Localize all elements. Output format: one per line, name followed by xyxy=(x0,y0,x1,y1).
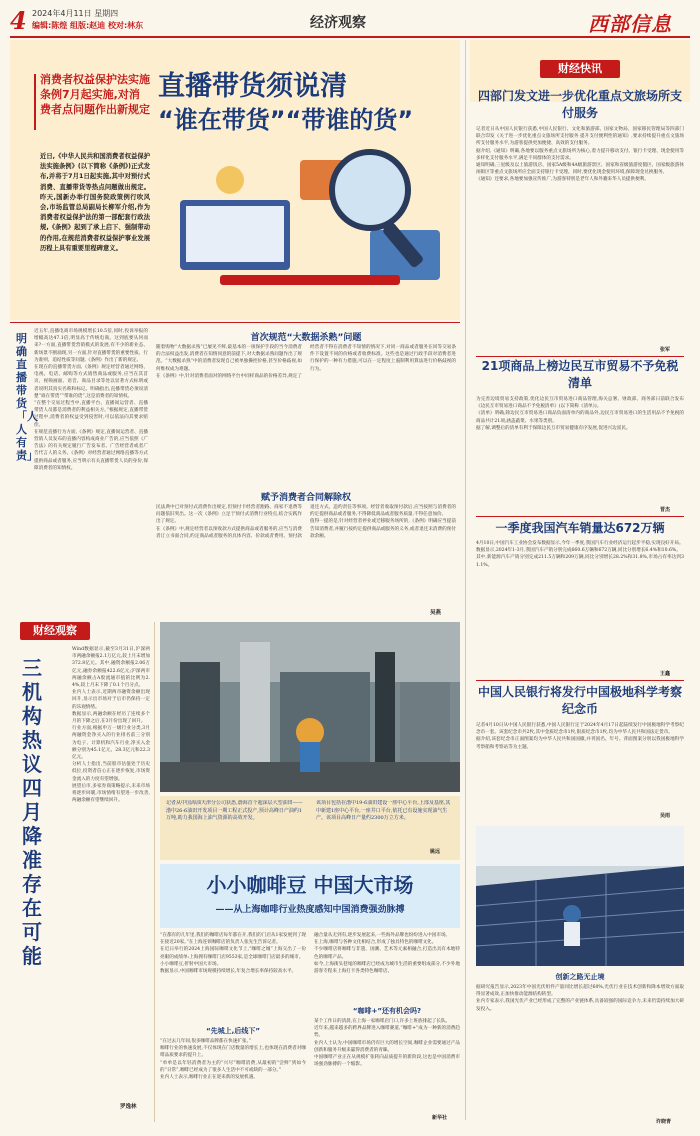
column-separator-right xyxy=(465,40,466,1120)
lead-intro: 近日,《中华人民共和国消费者权益保护法实施条例》(以下简称《条例》)正式发布,并将于7月1日起实施,其中对预付式消费、直播带货等热点问题做出规定。昨天,国新办举行国务院政策例行吹风会,市场监管总局副局长柳军介绍,作为消费者权益保护法的第一部配套行政法规,《条例》起到了承上启下、强制带动的作用,在规范消费者权益保护事业发展历程上具有重要里程碑意义。 xyxy=(40,153,150,252)
coffee-col1-subtitle: “先城上,后线下” xyxy=(206,1027,260,1035)
lead-byline: 吴燕 xyxy=(430,610,442,616)
solar-caption-title: 创新之路无止境 xyxy=(555,973,605,981)
page-number: 4 xyxy=(10,6,27,35)
finance-byline: 罗逸林 xyxy=(120,1104,137,1110)
finance-headline: 三机构热议四月降准存在可能 xyxy=(22,656,42,968)
solar-byline: 许晓青 xyxy=(656,1119,672,1125)
photo1-caption xyxy=(160,796,460,860)
magnifier-shopping-illustration xyxy=(160,140,456,310)
title-line-2: “谁在带货”“带谁的货” xyxy=(158,106,414,134)
news3-byline: 王鑫 xyxy=(660,671,671,677)
lead-main-title xyxy=(158,70,458,136)
finance-section xyxy=(10,622,150,1112)
solar-panel-image xyxy=(476,826,684,966)
solar-photo xyxy=(476,826,684,966)
coffee-col2: 融合量从无到有,逐步发展起来,一些海外品牌也纷纷进入中国市场。 在上海,咖啡与各种文化相结合,形成了独具特色的咖啡文化。 不少咖啡店将咖啡与非遗、国潮、艺术等元素相融合,打造出具有本地特色的咖啡产品。 如今,上海街头巷尾的咖啡店已经成为城市生活的重要组成部分,不少外地游客专程来上海打卡各类特色咖啡店。 xyxy=(314,933,460,975)
lead-divider xyxy=(10,322,460,323)
news1-text: 记者近日从中国人民银行获悉,中国人民银行、文化和旅游部、国家文物局、国家移民管理局等四部门联合印发《关于进一步优化重点文旅场所支付服务 提升支付便利性的通知》,要求持续提升重点文旅场所支付服务水平,为游客提供更加便捷、高效的支付服务。 据介绍,《通知》明确,各地要以服务重点文旅场所为核心,着力提升移动支付、银行卡受理、现金使用等多样化支付服务水平,满足不同群体的支付需求。 通知明确,三星级及以上旅游饭店、国家5A级和4A级旅游景区、国家和省级旅游度假区、国家级旅游休闲街区等重点文旅场所应全面支持银行卡受理。同时,要优化现金使用环境,保障现金兑换服务。 《通知》还要求,各地要加强宣传推广,为游客特别是老年人和外籍来华人员提供便利。 xyxy=(476,127,684,183)
title-line-1: 直播带货须说清 xyxy=(158,71,347,102)
news4-title: 中国人民银行将发行中国极地科学考察纪念币 xyxy=(477,685,682,716)
right-divider-3 xyxy=(476,680,684,681)
big-data-text: 随着购物“大数据杀熟”已屡见不鲜,最基本的一项保护手段的当今消费者的合法权益出发,消费者在知情同意的前提下,对大数据杀熟问题作出了规范。“大数据杀熟”中的消费者发现自己被单独操控价格,甚至价格歧视,如何维权成为难题。 在《条例》中,针对消费者面对的网络平台中同样商品的价格差异,规定了经营者不得在消费者不知情的情况下,对同一商品或者服务在同等交易条件下设置不同的价格或者收费标准。这些也是通过行政手段对消费者进行保护的一种有力措施,可以在一定程度上遏制利用算法进行价格歧视的行为。 xyxy=(156,345,456,379)
right-badge: 财经快讯 xyxy=(540,60,620,78)
date-text: 2024年4月11日 xyxy=(32,9,92,18)
contract-subtitle: 赋予消费者合同解除权 xyxy=(260,493,351,503)
oil-platform-photo xyxy=(160,622,460,792)
finance-badge: 财经观察 xyxy=(20,622,90,640)
coffee-col2b: 某个工作日的清晨,在上海一家咖啡店门口,许多上班族排起了长队。 近年来,越来越多的跨界品牌进入咖啡赛道,“咖啡+”成为一种新的消费趋势。 业内人士认为,中国咖啡市场仍有巨大的增长空间,咖啡企业需要通过产品创新和服务升级来赢得消费者的青睐。 中国咖啡产业正在从规模扩张转向品质提升的新阶段,这也是中国消费市场强劲脉搏的一个缩影。 xyxy=(314,1019,460,1068)
news3-text: 4月10日,中国汽车工业协会发布数据显示,今年一季度,我国汽车行业经济运行起步平稳,实现良好开局。 数据显示,2024年1-3月,我国汽车产销分别完成660.6万辆和672万辆,同比分别增长6.4%和10.6%。 其中,新能源汽车产销分别完成211.5万辆和209万辆,同比分别增长28.2%和31.8%,市场占有率达到31.1%。 xyxy=(476,541,684,568)
coffee-title: 小小咖啡豆 中国大市场 xyxy=(206,873,414,897)
caption-left: 记者从中国海油天津分公司获悉,渤海首个超深层大型油田——渤中26-6油田开发项目一期工程正式投产,预计高峰日产油约1万吨,助力我国海上油气资源的高效开发。 xyxy=(166,800,303,822)
coffee-col2-subtitle: “咖啡+”还有机会吗? xyxy=(352,1007,422,1015)
right-column xyxy=(470,40,690,1130)
coffee-subtitle: ——从上海咖啡行业热度感知中国消费强劲脉搏 xyxy=(215,905,405,915)
summary-title: 消费者权益保护法实施条例7月起实施,对消费者点问题作出新规定 xyxy=(40,73,150,116)
editor-credits: 编辑:陈煌 组版:赵迪 校对:林东 xyxy=(32,21,144,30)
news1-byline: 张军 xyxy=(660,347,671,353)
news1-title: 四部门发文进一步优化重点文旅场所支付服务 xyxy=(477,89,682,120)
finance-text: Wind数据显示,截至3月31日,沪深两市两融余额报2.1万亿元,较上月末增加372.8亿元。其中,融资余额报2.06万亿元,融券余额报422.6亿元;沪深两市两融余额占A股流通市值的比例为2.4%,较上月末下降了0.1个百分点。 业内人士表示,近期两市融资余额出现回升,显示出市场对于后市仍保持一定的乐观情绪。 数据显示,两融余额在经历了连续多个月的下降之后,在3月份出现了回升。 行业方面,根据申万一级行业分类,3月两融资金净买入的行业排名前三分别为电子、计算机和汽车行业,净买入金额分别为45.1亿元、28.3亿元和22.3亿元。 分析人士指出,当前股市估值处于历史低位,投资者信心正在逐步恢复,市场资金流入的力度有望增强。 展望后市,多家券商策略提示,未来市场将逐步回暖,市场情绪有望进一步改善,两融余额有望继续回升。 xyxy=(72,647,150,804)
news2-text: 为完善边境贸易支持政策,优化边民互市贸易进口商品管理,海关总署、财政部、商务部日前联合发布《边民互市贸易进口商品不予免税清单》(以下简称《清单》)。 《清单》明确,除边民互市贸易进口商品负面清单内的商品外,边民互市贸易进口的生活用品不予免税的商品共计21项,涵盖蔬菜、水果等类别。 据了解,调整后的清单有利于保障边民互市贸易健康有序发展,促进兴边富民。 xyxy=(476,397,684,431)
coffee-col1: “在都有的几年里,我们的咖啡店每年都在开,我们的门店从1家发展到了现在接近20家。”在上海连锁咖啡店的负责人张先生告诉记者。 在近日举行的2024上海国际咖啡文化节上,“咖啡之城”上海交出了一份亮眼的成绩单:上海拥有咖啡门店9553家,是全球咖啡门店最多的城市。 小小咖啡豆,折射中国大市场。 数据显示,中国咖啡市场规模持续增长,年复合增长率保持较高水平。 xyxy=(160,933,306,975)
masthead-logo: 西部信息 xyxy=(588,12,672,36)
summary-accent-bar xyxy=(34,74,36,130)
column-separator-left xyxy=(154,622,155,1122)
news4-byline: 吴雨 xyxy=(660,813,671,819)
section-name: 经济观察 xyxy=(310,15,366,31)
caption-right: 该项目包括在渤中19-6油田建设一座中心平台,上部及基座,其中新建1座中心平台,一座井口平台,依托已有设施实现油气生产。该项目高峰日产量约2300万立方米。 xyxy=(316,800,451,822)
page-header xyxy=(10,6,690,36)
lead-illustration xyxy=(160,140,456,310)
news3-title: 一季度我国汽车销量达672万辆 xyxy=(495,521,665,535)
right-divider-1 xyxy=(476,356,684,357)
news2-byline: 晋杰 xyxy=(660,507,671,513)
lead-story xyxy=(10,40,460,620)
photo1-byline: 姚远 xyxy=(430,849,441,855)
summary-box xyxy=(40,72,150,134)
lead-left-column: 近五年,直播电商市场规模增长10.5倍,同时,投诉举报的增幅高达47.1倍,明显高于传统电商。这到底要从何而来?一方面,直播带货营销模式的发展,有不少的新业态、新场景不断涌现,另一方面,针对直播带货的重要性质、行为准则、追结性质等问题,《条例》作出了新的规定。 在现在的直播带货方面,《条例》规定经营者通过网络、电视、电话、邮购等方式销售商品或服务,应当在其首页、视频画面、语音、商品目录等处以显著方式标明或者说明其真实名称和标记。明确指出,直播带货必须说清楚“谁在带货”“带谁的货”,这是消费者的知情权。 “在整个交易过程当中,直播平台、直播间运营者、直播带货人员都是消费者的利益相关方。”根据规定,直播带货过程中,消费者的权益受到侵害时,可以依法向其要求赔偿。 在规范直播行为方面,《条例》规定,直播间运营者、直播营销人员发布的直播内容构成商业广告的,应当依照《广告法》的有关规定履行广告发布者、广告经营者或者广告代言人的义务。《条例》对经营者通过网络直播等方式提供商品或者服务,应当明示有关直播带货人员的身份,保障消费者的知情权。 xyxy=(34,329,148,471)
contract-text: 民法典中已对预付式消费作出规定,但预付卡经营者跑路、商家不退费等问题依旧突出。这一次《条例》立足于预付式消费行业特点,结合实践作出了规定。 在《条例》中,规定经营者以预收款方式提供商品或者服务的,应当与消费者订立书面合同,约定商品或者服务的具体内容、价款或者费用、预付款退还方式、违约责任等事项。经营者收取预付款后,应当按照与消费者的约定提供商品或者服务,不得降低商品或者服务质量,不得任意加价。 值得一提的是,针对经营者停业或迁移服务场所的,《条例》明确应当提前告知消费者,并履行按约定提供商品或服务的义务,或者退还未消费的预付款余额。 xyxy=(156,505,456,539)
coffee-col1b: “在过去几年间,很多咖啡品牌都在快速扩张。” 咖啡行业的快速发展,不仅体现在门店数量的增长上,也体现在消费者对咖啡品质要求的提升上。 “单单是以年轻消费者为主的“兴尽”咖啡消费,从最初的“尝鲜”到如今的“日常”,咖啡已经成为了很多人生活中不可或缺的一部分。” 业内人士表示,咖啡行业正在迎来新的发展机遇。 xyxy=(160,1039,306,1081)
side-headline: 明确直播带货「人人有责」 xyxy=(16,332,38,462)
coffee-story xyxy=(160,864,460,1124)
header-rule xyxy=(10,36,690,38)
weekday-text: 星期四 xyxy=(94,9,119,18)
right-divider-2 xyxy=(476,516,684,517)
industrial-platform-image xyxy=(160,622,460,792)
news4-text: 记者4月10日从中国人民银行获悉,中国人民银行定于2024年4月17日起陆续发行中国极地科学考察纪念币一套。该套纪念币共2枚,其中金质纪念币1枚,银质纪念币1枚,均为中华人民共和国法定货币。 据介绍,该套纪念币正面图案均为中华人民共和国国徽,并刊国名、年号。背面图案分别以我国极地科学考察船和考察站等为主题。 xyxy=(476,723,684,750)
news2-title: 21项商品上榜边民互市贸易不予免税清单 xyxy=(481,359,679,390)
solar-caption-text: 据研究报告显示,2023年中国光伏组件产量同比增长超过60%,光伏行业在技术创新和降本增效方面取得显著成效,正加快推动能源结构转型。 业内专家表示,我国光伏产业已经形成了完整的产业链体系,具备较强的国际竞争力,未来仍需持续加大研发投入。 xyxy=(476,985,684,1012)
issue-date xyxy=(32,8,118,19)
coffee-byline: 新华社 xyxy=(432,1115,448,1121)
big-data-subtitle: 首次规范“大数据杀熟”问题 xyxy=(250,333,362,343)
